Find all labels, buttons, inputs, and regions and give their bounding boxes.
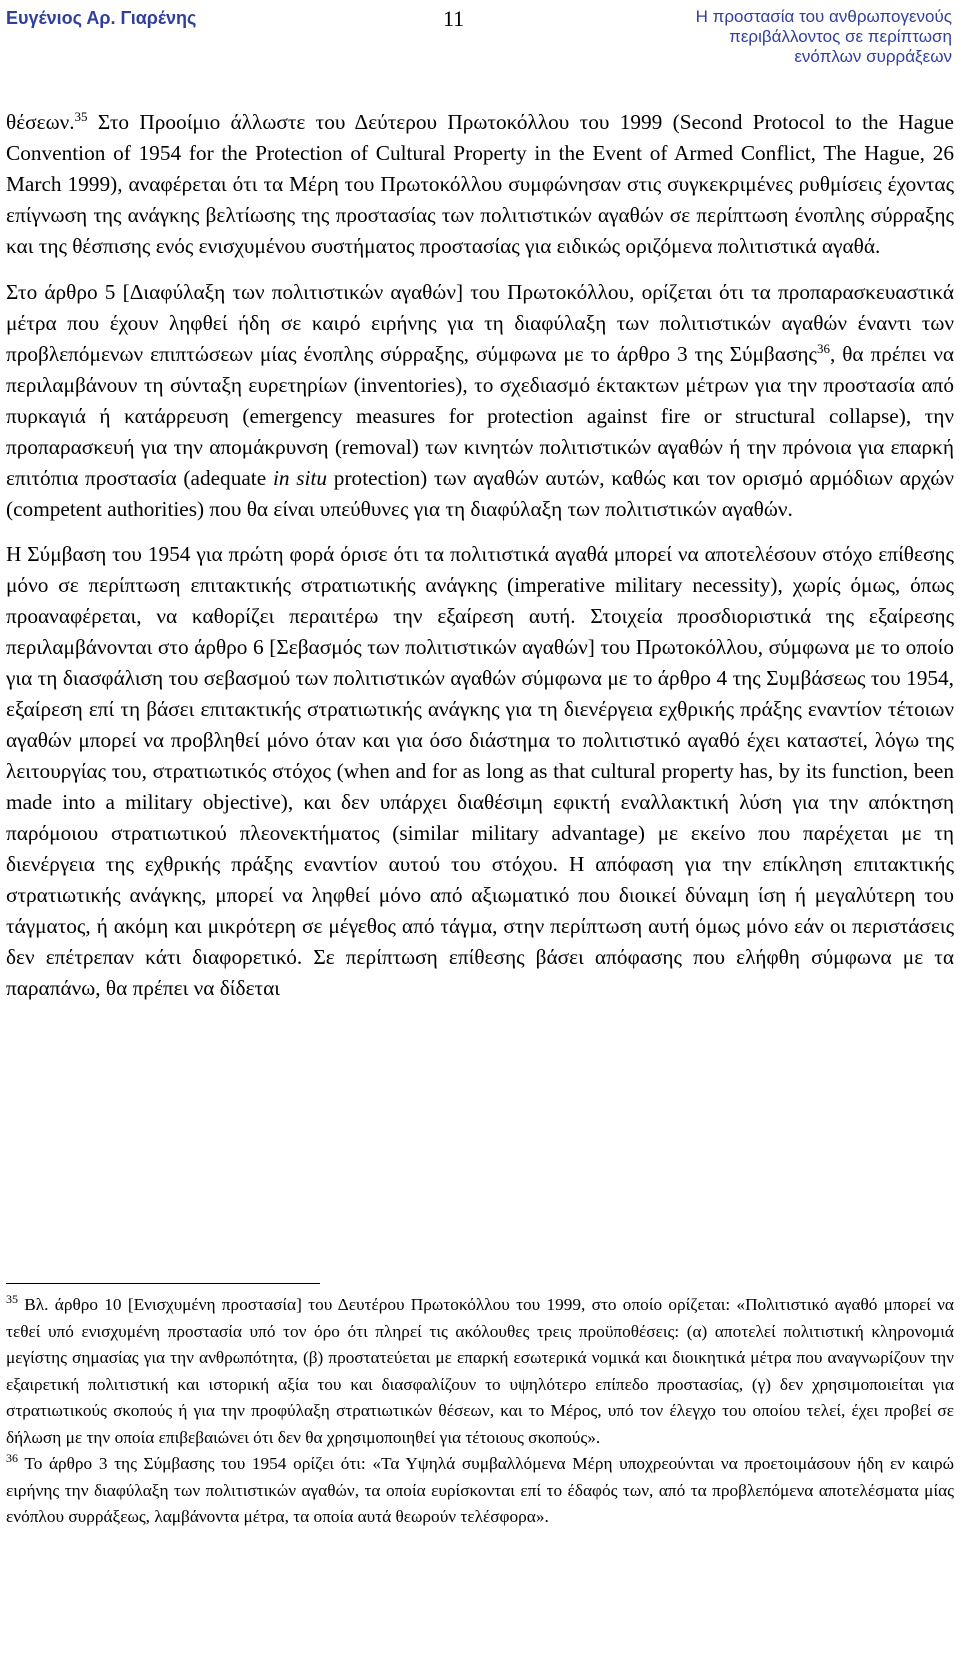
footnote-separator [6, 1283, 320, 1284]
header-title-line: περιβάλλοντος σε περίπτωση [729, 27, 952, 46]
paragraph [6, 277, 954, 525]
footnote-number: 35 [6, 1292, 18, 1307]
page-header [6, 2, 952, 72]
text-run: Στο άρθρο 5 [Διαφύλαξη των πολιτιστικών αγαθών] του Πρωτοκόλλου, ορίζεται ότι τα προπαρασκευαστικά μέτρα που έχουν ληφθεί ήδη σε καιρό ειρήνης για τη διαφύλαξη των πολιτιστικών αγαθών έναντι των προβλεπόμενων επιπτώσεων μίας ένοπλης σύρραξης, σύμφωνα με το άρθρο 3 της Σύμβασης [6, 280, 954, 366]
text-run: Στο Προοίμιο άλλωστε του Δεύτερου Πρωτοκόλλου του 1999 (Second Protocol to the Hague Convention of 1954 for the Protection of Cultural Property in the Event of Armed Conflict, The Hague, 26 March 1999), αναφέρεται ότι τα Μέρη του Πρωτοκόλλου συμφώνησαν στις συγκεκριμένες ρυθμίσεις έχοντας επίγνωση της ανάγκης βελτίωσης της προστασίας των πολιτιστικών αγαθών σε περίπτωση ένοπλης σύρραξης και της θέσπισης ενός ενισχυμένου συστήματος προστασίας για ειδικώς οριζόμενα πολιτιστικά αγαθά. [6, 110, 954, 258]
footnote-number: 36 [6, 1451, 18, 1466]
header-author: Ευγένιος Αρ. Γιαρένης [6, 8, 197, 28]
text-run: θέσεων. [6, 110, 75, 134]
footnote-35 [6, 1292, 954, 1451]
page-number: 11 [443, 6, 465, 31]
paragraph: Η Σύμβαση του 1954 για πρώτη φορά όρισε ότι τα πολιτιστικά αγαθά μπορεί να αποτελέσουν στόχο επίθεσης μόνο σε περίπτωση επιτακτικής στρατιωτικής ανάγκης (imperative military necessity), χωρίς όμως, όπως προαναφέρεται, να καθορίζει περαιτέρω την εξαίρεση αυτή. Στοιχεία προσδιοριστικά της εξαίρεσης περιλαμβάνονται στο άρθρο 6 [Σεβασμός των πολιτιστικών αγαθών] του Πρωτοκόλλου, σύμφωνα με το οποίο για τη διασφάλιση του σεβασμού των πολιτιστικών αγαθών σύμφωνα με το άρθρο 4 της Συμβάσεως του 1954, εξαίρεση επί τη βάσει επιτακτικής στρατιωτικής ανάγκης για τη διενέργεια εχθρικής πράξης εναντίον τέτοιων αγαθών μπορεί να προβληθεί μόνο όταν και για όσο διάστημα το πολιτιστικό αγαθό έχει καταστεί, λόγω της λειτουργίας του, στρατιωτικός στόχος (when and for as long as that cultural property has, by its function, been made into a military objective), και δεν υπάρχει διαθέσιμη εφικτή εναλλακτική λύση για την απόκτηση παρόμοιου στρατιωτικού πλεονεκτήματος (similar military advantage) με εκείνο που παρέχεται με τη διενέργεια της εχθρικής πράξης εναντίον αυτού του στόχου. Η απόφαση για την επίκληση επιτακτικής στρατιωτικής ανάγκης, μπορεί να ληφθεί μόνο από αξιωματικό που διοικεί δύναμη ίση ή μεγαλύτερη του τάγματος, ή ακόμη και μικρότερη σε μέγεθος από τάγμα, στην περίπτωση αυτή όμως μόνο εάν οι περιστάσεις δεν επέτρεπαν κάτι διαφορετικό. Σε περίπτωση επίθεσης βάσει απόφασης που ελήφθη σύμφωνα με τα παραπάνω, θα πρέπει να δίδεται [6, 542, 954, 1000]
header-title [652, 7, 952, 67]
header-title-line: Η προστασία του ανθρωπογενούς [695, 7, 952, 26]
text-run: , θα πρέπει να περιλαμβάνουν τη σύνταξη ευρετηρίων (inventories), το σχεδιασμό έκτακτων μέτρων για την προστασία από πυρκαγιά ή κατάρρευση (emergency measures for protection against fire or structural collapse), την προπαρασκευή για την απομάκρυνση (removal) των κινητών πολιτιστικών αγαθών ή την πρόνοια για επαρκή επιτόπια προστασία (adequate [6, 342, 954, 490]
footnotes [6, 1292, 954, 1531]
footnote-text: Βλ. άρθρο 10 [Ενισχυμένη προστασία] του Δευτέρου Πρωτοκόλλου του 1999, στο οποίο ορίζεται: «Πολιτιστικό αγαθό μπορεί να τεθεί υπό ενισχυμένη προστασία υπό τον όρο ότι πληρεί τις ακόλουθες τρεις προϋποθέσεις: (α) αποτελεί πολιτιστική κληρονομιά μεγίστης σημασίας για την ανθρωπότητα, (β) προστατεύεται με επαρκή εσωτερικά νομικά και διοικητικά μέτρα που αναγνωρίζουν την εξαιρετική πολιτιστική και ιστορική αξία του και διασφαλίζουν το υψηλότερο επίπεδο προστασίας, (γ) δεν χρησιμοποιείται για στρατιωτικούς σκοπούς ή για την προφύλαξη στρατιωτικών θέσεων, και το Μέρος, υπό τον έλεγχο του οποίου τελεί, έχει προβεί σε δήλωση με την οποία επιβεβαιώνει ότι δεν θα χρησιμοποιηθεί για τέτοιους σκοπούς». [6, 1295, 954, 1447]
header-title-line: ενόπλων συρράξεων [794, 47, 952, 66]
footnote-ref-35[interactable]: 35 [74, 108, 88, 124]
italic-text: in situ [272, 466, 328, 490]
footnote-text: Το άρθρο 3 της Σύμβασης του 1954 ορίζει ότι: «Τα Υψηλά συμβαλλόμενα Μέρη υποχρεούνται να προετοιμάσουν ήδη εν καιρώ ειρήνης την διαφύλαξη των πολιτιστικών αγαθών, τα οποία ευρίσκονται επί το έδαφός των, από τα προβλεπόμενα αποτελέσματα μίας ενόπλου συρράξεως, λαμβάνοντα μέτρα, τα οποία αυτά θεωρούν τελέσφορα». [6, 1454, 954, 1526]
text-run: protection) των αγαθών αυτών, καθώς και τον ορισμό αρμόδιων αρχών (competent authorities) που θα είναι υπεύθυνες για τη διαφύλαξη των πολιτιστικών αγαθών. [6, 466, 955, 521]
paragraph [6, 107, 954, 262]
footnote-ref-36[interactable]: 36 [816, 340, 830, 356]
body-text [6, 107, 954, 1018]
footnote-36 [6, 1451, 954, 1531]
